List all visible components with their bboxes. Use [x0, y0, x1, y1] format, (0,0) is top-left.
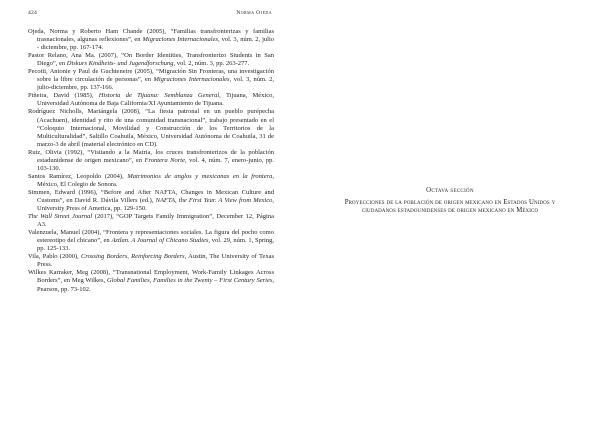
reference-text: Pastor Relano, Ana Ma. (2007), “On Border Identities, Transfronterizo Students in San Diego”, en — [28, 52, 274, 68]
reference-italic-title: NAFTA, the First Year. A View from Mexico — [155, 196, 273, 204]
section-title: Proyecciones de la población de origen mexicano en Estados Unidos y ciudadanos estadounidenses de origen mexicano en México — [344, 199, 556, 215]
page-number: 424 — [28, 10, 37, 16]
reference-italic-title: Aztlan. A Journal of Chicano Studies — [111, 237, 209, 245]
reference-entry — [28, 108, 274, 148]
reference-entry — [28, 149, 274, 173]
reference-entry — [28, 229, 274, 253]
reference-text: Santos Ramírez, Leopoldo (2004), — [28, 172, 128, 180]
reference-text: , vol. 3, núm. 2, julio - diciembre, pp. 167-174. — [37, 36, 275, 52]
running-head-author: Norma Ojeda — [236, 10, 272, 16]
reference-text: , vol. 29, núm. 1, Spring, pp. 125-133. — [37, 237, 274, 253]
reference-italic-title: Frontera Norte — [144, 156, 185, 164]
reference-text: , México, El Colegio de Sonora. — [37, 172, 275, 188]
reference-italic-title: Migraciones Internacionales — [153, 76, 230, 84]
reference-text: Pecotti, Antonie y Paul de Guchteneire (2005), “Migración Sin Fronteras, una investigación sobre la libre circulación de personas”, en — [28, 68, 274, 84]
right-page — [300, 0, 600, 431]
reference-entry — [28, 52, 274, 68]
reference-text: Vila, Pablo (2000), — [28, 253, 82, 261]
reference-text: Simmen, Edward (1996), “Before and After NAFTA, Changes in Mexican Culture and Customs”, en David R. Dávila Villers (ed.), — [28, 188, 274, 204]
running-head — [28, 10, 272, 20]
reference-entry — [28, 68, 274, 92]
references-list — [28, 28, 274, 294]
reference-text: Ruiz, Olivia (1992), “Visitando a la Matria, los cruces transfronterizos de la población estadunidense de origen mexicano”, en — [28, 148, 274, 164]
reference-text: , vol. 3, núm. 2, julio-diciembre, pp. 137-166. — [37, 76, 275, 92]
reference-text: (2017), “GOP Targets Family Immigration”, December 12, Página A3. — [37, 213, 274, 229]
reference-text: , Austin, The University of Texas Press. — [37, 253, 275, 269]
section-label: Octava sección — [426, 187, 474, 194]
reference-italic-title: Matrimonios de anglos y mexicanas en la frontera — [127, 172, 273, 180]
reference-entry — [28, 189, 274, 213]
reference-text: , Tijuana, México, Universidad Autónoma de Baja California/XI Ayuntamiento de Tijuana. — [37, 92, 274, 108]
reference-text: Ojeda, Norma y Roberto Ham Chande (2005), “Familias transfronterizas y familias trasnacionales, algunas reflexiones”, en — [28, 28, 274, 44]
reference-text: , University Press of America, pp. 129-150. — [37, 196, 274, 213]
reference-entry — [28, 28, 274, 52]
reference-text: Valenzuela, Manuel (2004), “Frontera y representaciones sociales. La figura del pocho como estereotipo del chicano”, en — [28, 229, 274, 245]
reference-text: , Pearson, pp. 73-102. — [37, 277, 274, 293]
reference-text: Rodríguez Nicholls, Mariángela (2008), “La fiesta patronal en un pueblo purépecha (Acachuen), identidad y rito de una comunidad transnacional”, trabajo presentado en el “Coloquio Internacional, Movilidad y Construcción de los Territorios de la Multiculturalidad”, Saltillo Coahuila, México, Universidad Autónoma de Coahuila, 31 de marzo-3 de abril (material electrónico en CD). — [28, 108, 274, 148]
reference-entry — [28, 269, 274, 293]
reference-entry — [28, 213, 274, 229]
reference-italic-title: Diskurs Kindheits- und Jugendforschung — [66, 60, 174, 68]
reference-text: Wilkes Karraker, Meg (2008), “Transnational Employment, Work-Family Linkages Across Borders”, en Meg Wilkes, — [28, 269, 274, 285]
reference-entry — [28, 253, 274, 269]
reference-text: , vol. 2, núm. 3, pp. 263-277. — [173, 60, 250, 68]
reference-italic-title: Global Families, Families in the Twenty – First Century Series — [107, 277, 273, 285]
section-heading-block — [338, 186, 562, 216]
reference-italic-title: Migraciones Internacionales — [142, 36, 219, 44]
reference-entry — [28, 173, 274, 189]
reference-text: Piñeira, David (1985), — [28, 92, 99, 100]
reference-italic-title: Historia de Tijuana: Semblanza General — [98, 92, 220, 100]
reference-italic-title: Crossing Borders, Reinforcing Borders — [81, 253, 185, 261]
reference-italic-title: The Wall Street Journal — [28, 213, 93, 221]
reference-entry — [28, 92, 274, 108]
reference-text: , vol. 4, núm. 7, enero-junio, pp. 103-130. — [37, 156, 274, 172]
